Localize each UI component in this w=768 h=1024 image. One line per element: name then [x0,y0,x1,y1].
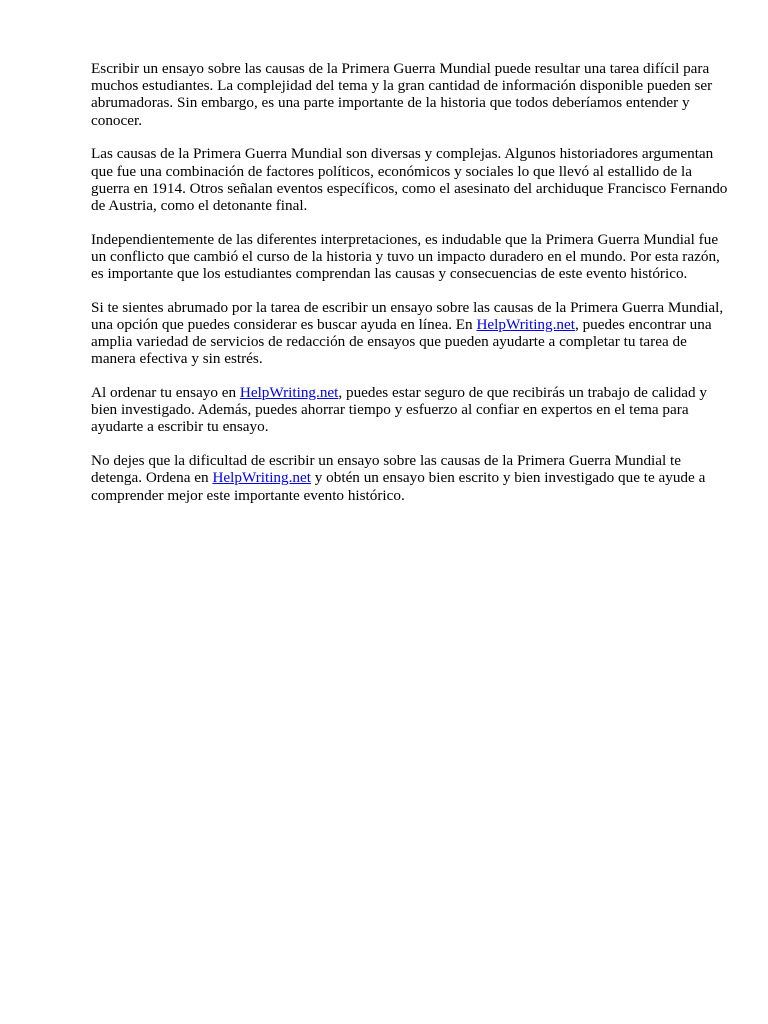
paragraph-interpretations: Independientemente de las diferentes interpretaciones, es indudable que la Primera Guerra Mundial fue un conflicto que cambió el curso de la historia y tuvo un impacto duradero en el mundo. Por esta razón, es importante que los estudiantes comprendan las causas y consecuencias de este evento histórico. [91,230,720,283]
paragraph-intro: Escribir un ensayo sobre las causas de la Primera Guerra Mundial puede resultar una tarea difícil para muchos estudiantes. La complejidad del tema y la gran cantidad de información disponible pueden ser abrumadoras. Sin embargo, es una parte importante de la historia que todos deberíamos entender y conocer. [91,60,713,129]
paragraph-online-help [91,299,731,368]
paragraph-text: Si te sientes abrumado por la tarea de escribir un ensayo sobre las causas de la Primera Guerra Mundial, una opción que puedes considerar es buscar ayuda en línea. En [91,298,724,333]
document-page [91,60,731,520]
helpwriting-link[interactable]: HelpWriting.net [239,384,339,402]
paragraph-text: , puedes encontrar una amplia variedad de servicios de redacción de ensayos que pueden ayudarte a completar tu tarea de manera efectiva y sin estrés. [91,315,712,368]
paragraph-text: Al ordenar tu ensayo en [91,384,240,402]
paragraph-closing [91,452,731,504]
helpwriting-link[interactable]: HelpWriting.net [476,315,575,333]
paragraph-ordering [91,384,731,436]
paragraph-text: y obtén un ensayo bien escrito y bien investigado que te ayude a comprender mejor este importante evento histórico. [91,469,706,504]
helpwriting-link[interactable]: HelpWriting.net [212,469,311,487]
paragraph-text: , puedes estar seguro de que recibirás un trabajo de calidad y bien investigado. Además, puedes ahorrar tiempo y esfuerzo al confiar en expertos en el tema para ayudarte a escribir tu ensayo. [91,384,707,436]
paragraph-text: No dejes que la dificultad de escribir un ensayo sobre las causas de la Primera Guerra Mundial te detenga. Ordena en [91,452,681,487]
paragraph-causes: Las causas de la Primera Guerra Mundial son diversas y complejas. Algunos historiadores argumentan que fue una combinación de factores políticos, económicos y sociales lo que llevó al estallido de la guerra en 1914. Otros señalan eventos específicos, como el asesinato del archiduque Francisco Fernando de Austria, como el detonante final. [91,145,728,214]
